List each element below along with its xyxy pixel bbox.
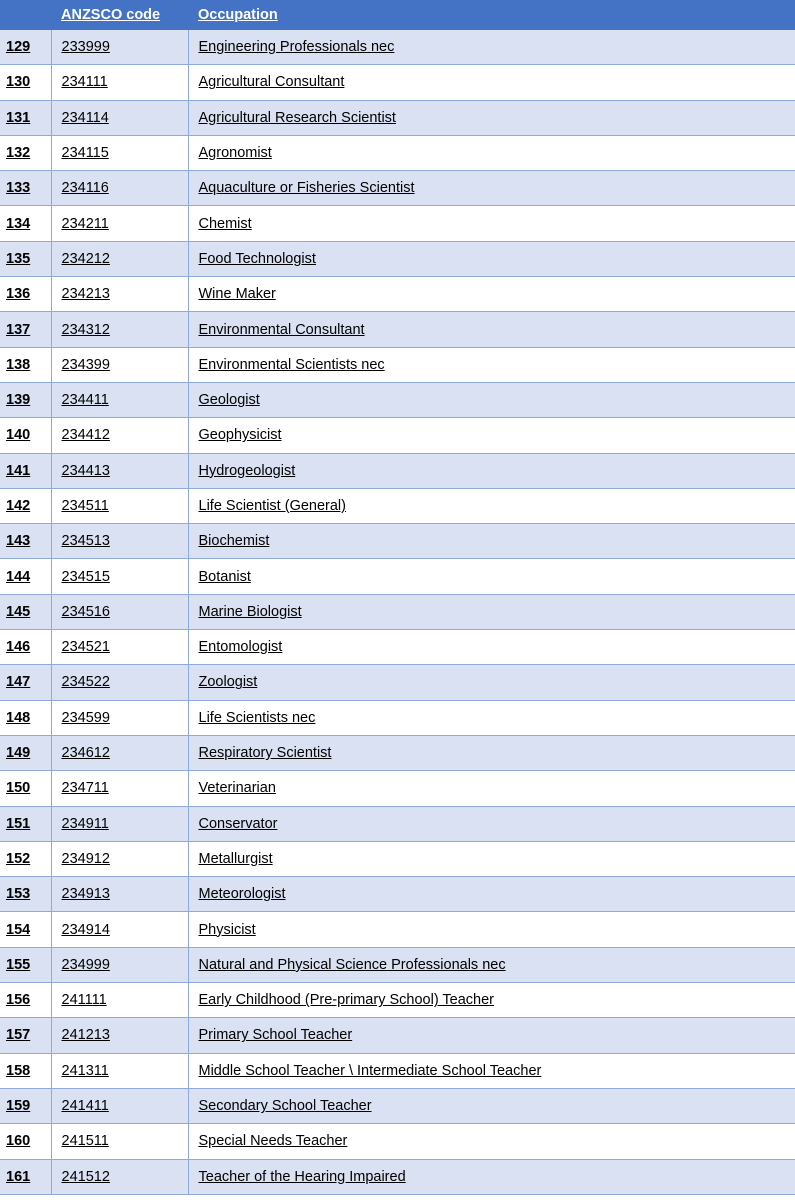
occupation-link[interactable]: Primary School Teacher xyxy=(198,1027,353,1044)
anzsco-code-cell xyxy=(51,347,188,382)
occupation-cell xyxy=(188,771,795,806)
table-row xyxy=(0,841,795,876)
anzsco-code-link[interactable]: 241111 xyxy=(61,992,107,1009)
row-number-link[interactable]: 137 xyxy=(6,321,31,338)
row-number-cell xyxy=(0,206,51,241)
occupation-link[interactable]: Physicist xyxy=(198,921,256,938)
table-row xyxy=(0,1018,795,1053)
anzsco-code-link[interactable]: 234111 xyxy=(61,74,108,91)
occupation-link[interactable]: Zoologist xyxy=(198,674,258,691)
anzsco-code-cell xyxy=(51,30,188,65)
table-row xyxy=(0,347,795,382)
anzsco-code-link[interactable]: 234513 xyxy=(61,533,110,550)
anzsco-code-cell xyxy=(51,1088,188,1123)
occupation-cell xyxy=(188,559,795,594)
occupation-link[interactable]: Agricultural Consultant xyxy=(198,74,345,91)
anzsco-code-link[interactable]: 241411 xyxy=(61,1098,109,1115)
anzsco-code-cell xyxy=(51,594,188,629)
anzsco-code-link[interactable]: 234312 xyxy=(61,321,110,338)
anzsco-code-link[interactable]: 234522 xyxy=(61,674,110,691)
occupation-link[interactable]: Secondary School Teacher xyxy=(198,1098,372,1115)
row-number-link[interactable]: 139 xyxy=(6,392,31,409)
row-number-link[interactable]: 161 xyxy=(6,1168,31,1185)
occupation-link[interactable]: Wine Maker xyxy=(198,286,276,303)
table-row xyxy=(0,171,795,206)
row-number-link[interactable]: 160 xyxy=(6,1133,31,1150)
occupation-cell xyxy=(188,100,795,135)
occupation-cell xyxy=(188,1053,795,1088)
anzsco-code-cell xyxy=(51,630,188,665)
anzsco-code-cell xyxy=(51,277,188,312)
occupation-cell xyxy=(188,206,795,241)
anzsco-code-link[interactable]: 241512 xyxy=(61,1168,110,1185)
table-row xyxy=(0,206,795,241)
occupation-link[interactable]: Agricultural Research Scientist xyxy=(198,109,396,126)
occupation-cell xyxy=(188,912,795,947)
occupation-cell xyxy=(188,947,795,982)
header-number xyxy=(0,0,51,30)
anzsco-code-link[interactable]: 233999 xyxy=(61,39,110,56)
row-number-link[interactable]: 148 xyxy=(6,709,31,726)
table-row xyxy=(0,735,795,770)
row-number-link[interactable]: 157 xyxy=(6,1027,31,1044)
occupation-link[interactable]: Chemist xyxy=(198,215,252,232)
row-number-cell xyxy=(0,488,51,523)
occupation-cell xyxy=(188,1018,795,1053)
row-number-cell xyxy=(0,771,51,806)
table-row xyxy=(0,453,795,488)
row-number-link[interactable]: 152 xyxy=(6,850,31,867)
occupation-link[interactable]: Food Technologist xyxy=(198,250,316,267)
anzsco-code-link[interactable]: 241511 xyxy=(61,1133,109,1150)
occupation-cell xyxy=(188,30,795,65)
table-row xyxy=(0,312,795,347)
occupation-link[interactable]: Geologist xyxy=(198,392,260,409)
occupation-cell xyxy=(188,665,795,700)
anzsco-code-cell xyxy=(51,771,188,806)
occupation-link[interactable]: Environmental Scientists nec xyxy=(198,356,385,373)
header-anzsco-code[interactable]: ANZSCO code xyxy=(51,0,188,30)
row-number-cell xyxy=(0,700,51,735)
row-number-link[interactable]: 153 xyxy=(6,886,31,903)
anzsco-code-cell xyxy=(51,100,188,135)
occupation-link[interactable]: Special Needs Teacher xyxy=(198,1133,348,1150)
anzsco-code-link[interactable]: 234212 xyxy=(61,250,110,267)
table-row xyxy=(0,983,795,1018)
row-number-cell xyxy=(0,665,51,700)
row-number-link[interactable]: 144 xyxy=(6,568,31,585)
occupation-link[interactable]: Early Childhood (Pre-primary School) Teacher xyxy=(198,992,494,1009)
occupation-cell xyxy=(188,1088,795,1123)
row-number-cell xyxy=(0,100,51,135)
header-occupation[interactable]: Occupation xyxy=(188,0,795,30)
anzsco-code-cell xyxy=(51,1018,188,1053)
table-row xyxy=(0,912,795,947)
row-number-cell xyxy=(0,418,51,453)
row-number-link[interactable]: 143 xyxy=(6,533,31,550)
row-number-link[interactable]: 134 xyxy=(6,215,31,232)
occupation-link[interactable]: Metallurgist xyxy=(198,850,273,867)
anzsco-code-cell xyxy=(51,806,188,841)
anzsco-code-link[interactable]: 234711 xyxy=(61,780,109,797)
anzsco-code-link[interactable]: 234412 xyxy=(61,427,110,444)
anzsco-code-link[interactable]: 234399 xyxy=(61,356,110,373)
anzsco-code-link[interactable]: 234511 xyxy=(61,498,109,514)
row-number-cell xyxy=(0,1124,51,1159)
anzsco-code-link[interactable]: 234115 xyxy=(61,145,109,162)
occupation-link[interactable]: Life Scientists nec xyxy=(198,709,316,726)
occupation-cell xyxy=(188,1159,795,1194)
row-number-cell xyxy=(0,135,51,170)
row-number-cell xyxy=(0,1053,51,1088)
row-number-cell xyxy=(0,277,51,312)
row-number-cell xyxy=(0,983,51,1018)
occupation-cell xyxy=(188,418,795,453)
anzsco-code-cell xyxy=(51,312,188,347)
occupation-link[interactable]: Veterinarian xyxy=(198,780,276,797)
anzsco-code-cell xyxy=(51,1124,188,1159)
anzsco-code-cell xyxy=(51,206,188,241)
row-number-link[interactable]: 145 xyxy=(6,603,31,620)
occupation-cell xyxy=(188,983,795,1018)
anzsco-code-link[interactable]: 234515 xyxy=(61,568,110,585)
anzsco-code-link[interactable]: 234999 xyxy=(61,956,110,973)
row-number-link[interactable]: 150 xyxy=(6,780,31,797)
anzsco-code-link[interactable]: 241311 xyxy=(61,1062,109,1079)
occupation-link[interactable]: Respiratory Scientist xyxy=(198,745,332,762)
anzsco-code-cell xyxy=(51,559,188,594)
header-row xyxy=(0,0,795,30)
anzsco-code-cell xyxy=(51,1053,188,1088)
table-row xyxy=(0,630,795,665)
table-row xyxy=(0,806,795,841)
row-number-cell xyxy=(0,1088,51,1123)
table-row xyxy=(0,771,795,806)
occupation-link[interactable]: Entomologist xyxy=(198,639,283,656)
anzsco-code-cell xyxy=(51,665,188,700)
occupation-cell xyxy=(188,277,795,312)
occupation-cell xyxy=(188,735,795,770)
anzsco-code-cell xyxy=(51,382,188,417)
anzsco-code-cell xyxy=(51,171,188,206)
table-row xyxy=(0,382,795,417)
anzsco-code-cell xyxy=(51,912,188,947)
row-number-link[interactable]: 154 xyxy=(6,921,31,938)
row-number-cell xyxy=(0,1018,51,1053)
anzsco-code-cell xyxy=(51,1159,188,1194)
occupation-cell xyxy=(188,382,795,417)
row-number-link[interactable]: 130 xyxy=(6,74,31,91)
occupation-cell xyxy=(188,700,795,735)
row-number-cell xyxy=(0,30,51,65)
anzsco-code-cell xyxy=(51,241,188,276)
row-number-link[interactable]: 131 xyxy=(6,109,31,126)
occupation-link[interactable]: Life Scientist (General) xyxy=(198,498,346,514)
occupation-cell xyxy=(188,453,795,488)
row-number-link[interactable]: 159 xyxy=(6,1098,31,1115)
anzsco-code-link[interactable]: 234521 xyxy=(61,639,110,656)
anzsco-code-cell xyxy=(51,453,188,488)
anzsco-code-link[interactable]: 234516 xyxy=(61,603,110,620)
anzsco-code-link[interactable]: 234213 xyxy=(61,286,110,303)
row-number-link[interactable]: 132 xyxy=(6,145,31,162)
row-number-cell xyxy=(0,241,51,276)
occupation-cell xyxy=(188,877,795,912)
occupation-link[interactable]: Marine Biologist xyxy=(198,603,302,620)
occupation-cell xyxy=(188,594,795,629)
anzsco-code-cell xyxy=(51,65,188,100)
row-number-cell xyxy=(0,559,51,594)
anzsco-code-link[interactable]: 234116 xyxy=(61,180,109,197)
row-number-link[interactable]: 147 xyxy=(6,674,31,691)
row-number-link[interactable]: 129 xyxy=(6,39,31,56)
row-number-link[interactable]: 156 xyxy=(6,992,31,1009)
occupation-link[interactable]: Teacher of the Hearing Impaired xyxy=(198,1168,406,1185)
row-number-cell xyxy=(0,947,51,982)
table-row xyxy=(0,877,795,912)
anzsco-code-link[interactable]: 234114 xyxy=(61,109,109,126)
occupation-link[interactable]: Geophysicist xyxy=(198,427,282,444)
row-number-link[interactable]: 136 xyxy=(6,286,31,303)
anzsco-code-cell xyxy=(51,700,188,735)
row-number-link[interactable]: 146 xyxy=(6,639,31,656)
table-row xyxy=(0,1053,795,1088)
table-row xyxy=(0,700,795,735)
occupation-link[interactable]: Conservator xyxy=(198,815,278,832)
row-number-cell xyxy=(0,524,51,559)
table-row xyxy=(0,277,795,312)
table-row xyxy=(0,135,795,170)
row-number-link[interactable]: 158 xyxy=(6,1062,31,1079)
anzsco-code-cell xyxy=(51,135,188,170)
table-row xyxy=(0,1159,795,1194)
row-number-link[interactable]: 155 xyxy=(6,956,31,973)
row-number-cell xyxy=(0,65,51,100)
row-number-link[interactable]: 141 xyxy=(6,462,31,479)
row-number-cell xyxy=(0,912,51,947)
table-row xyxy=(0,559,795,594)
row-number-link[interactable]: 149 xyxy=(6,745,31,762)
row-number-cell xyxy=(0,877,51,912)
row-number-link[interactable]: 133 xyxy=(6,180,31,197)
table-row xyxy=(0,594,795,629)
occupation-link[interactable]: Middle School Teacher \ Intermediate School Teacher xyxy=(198,1062,542,1079)
table-row xyxy=(0,488,795,523)
anzsco-code-link[interactable]: 241213 xyxy=(61,1027,110,1044)
anzsco-code-link[interactable]: 234914 xyxy=(61,921,110,938)
anzsco-code-link[interactable]: 234912 xyxy=(61,850,110,867)
anzsco-code-link[interactable]: 234599 xyxy=(61,709,110,726)
occupation-cell xyxy=(188,841,795,876)
occupation-cell xyxy=(188,135,795,170)
table-row xyxy=(0,665,795,700)
row-number-link[interactable]: 138 xyxy=(6,356,31,373)
occupation-link[interactable]: Botanist xyxy=(198,568,251,585)
table-row xyxy=(0,30,795,65)
occupation-link[interactable]: Natural and Physical Science Professionals nec xyxy=(198,956,506,973)
anzsco-code-link[interactable]: 234413 xyxy=(61,462,110,479)
row-number-link[interactable]: 142 xyxy=(6,498,31,514)
row-number-cell xyxy=(0,841,51,876)
anzsco-code-link[interactable]: 234211 xyxy=(61,215,109,232)
row-number-cell xyxy=(0,630,51,665)
occupation-link[interactable]: Agronomist xyxy=(198,145,272,162)
occupation-cell xyxy=(188,1124,795,1159)
anzsco-code-link[interactable]: 234612 xyxy=(61,745,110,762)
anzsco-code-link[interactable]: 234411 xyxy=(61,392,109,409)
row-number-cell xyxy=(0,312,51,347)
anzsco-code-cell xyxy=(51,877,188,912)
table-row xyxy=(0,1088,795,1123)
occupation-link[interactable]: Aquaculture or Fisheries Scientist xyxy=(198,180,415,197)
table-row xyxy=(0,418,795,453)
anzsco-code-cell xyxy=(51,735,188,770)
occupation-link[interactable]: Environmental Consultant xyxy=(198,321,365,338)
occupation-link[interactable]: Biochemist xyxy=(198,533,270,550)
row-number-cell xyxy=(0,735,51,770)
table-row xyxy=(0,524,795,559)
anzsco-code-cell xyxy=(51,947,188,982)
occupation-link[interactable]: Meteorologist xyxy=(198,886,286,903)
table-row xyxy=(0,100,795,135)
anzsco-code-cell xyxy=(51,983,188,1018)
table-row xyxy=(0,947,795,982)
occupation-link[interactable]: Hydrogeologist xyxy=(198,462,296,479)
anzsco-code-link[interactable]: 234913 xyxy=(61,886,110,903)
occupation-cell xyxy=(188,241,795,276)
occupation-cell xyxy=(188,524,795,559)
anzsco-code-link[interactable]: 234911 xyxy=(61,815,109,832)
row-number-cell xyxy=(0,453,51,488)
row-number-cell xyxy=(0,594,51,629)
anzsco-code-cell xyxy=(51,418,188,453)
occupation-cell xyxy=(188,347,795,382)
occupation-cell xyxy=(188,171,795,206)
occupation-cell xyxy=(188,65,795,100)
occupation-cell xyxy=(188,806,795,841)
anzsco-code-cell xyxy=(51,524,188,559)
row-number-link[interactable]: 135 xyxy=(6,250,31,267)
occupation-cell xyxy=(188,488,795,523)
anzsco-code-cell xyxy=(51,488,188,523)
anzsco-code-cell xyxy=(51,841,188,876)
table-row xyxy=(0,65,795,100)
occupation-link[interactable]: Engineering Professionals nec xyxy=(198,39,395,56)
table-row xyxy=(0,241,795,276)
occupation-cell xyxy=(188,630,795,665)
table-row xyxy=(0,1124,795,1159)
row-number-cell xyxy=(0,806,51,841)
occupation-cell xyxy=(188,312,795,347)
row-number-link[interactable]: 140 xyxy=(6,427,31,444)
row-number-cell xyxy=(0,382,51,417)
row-number-cell xyxy=(0,347,51,382)
row-number-cell xyxy=(0,1159,51,1194)
row-number-cell xyxy=(0,171,51,206)
row-number-link[interactable]: 151 xyxy=(6,815,31,832)
